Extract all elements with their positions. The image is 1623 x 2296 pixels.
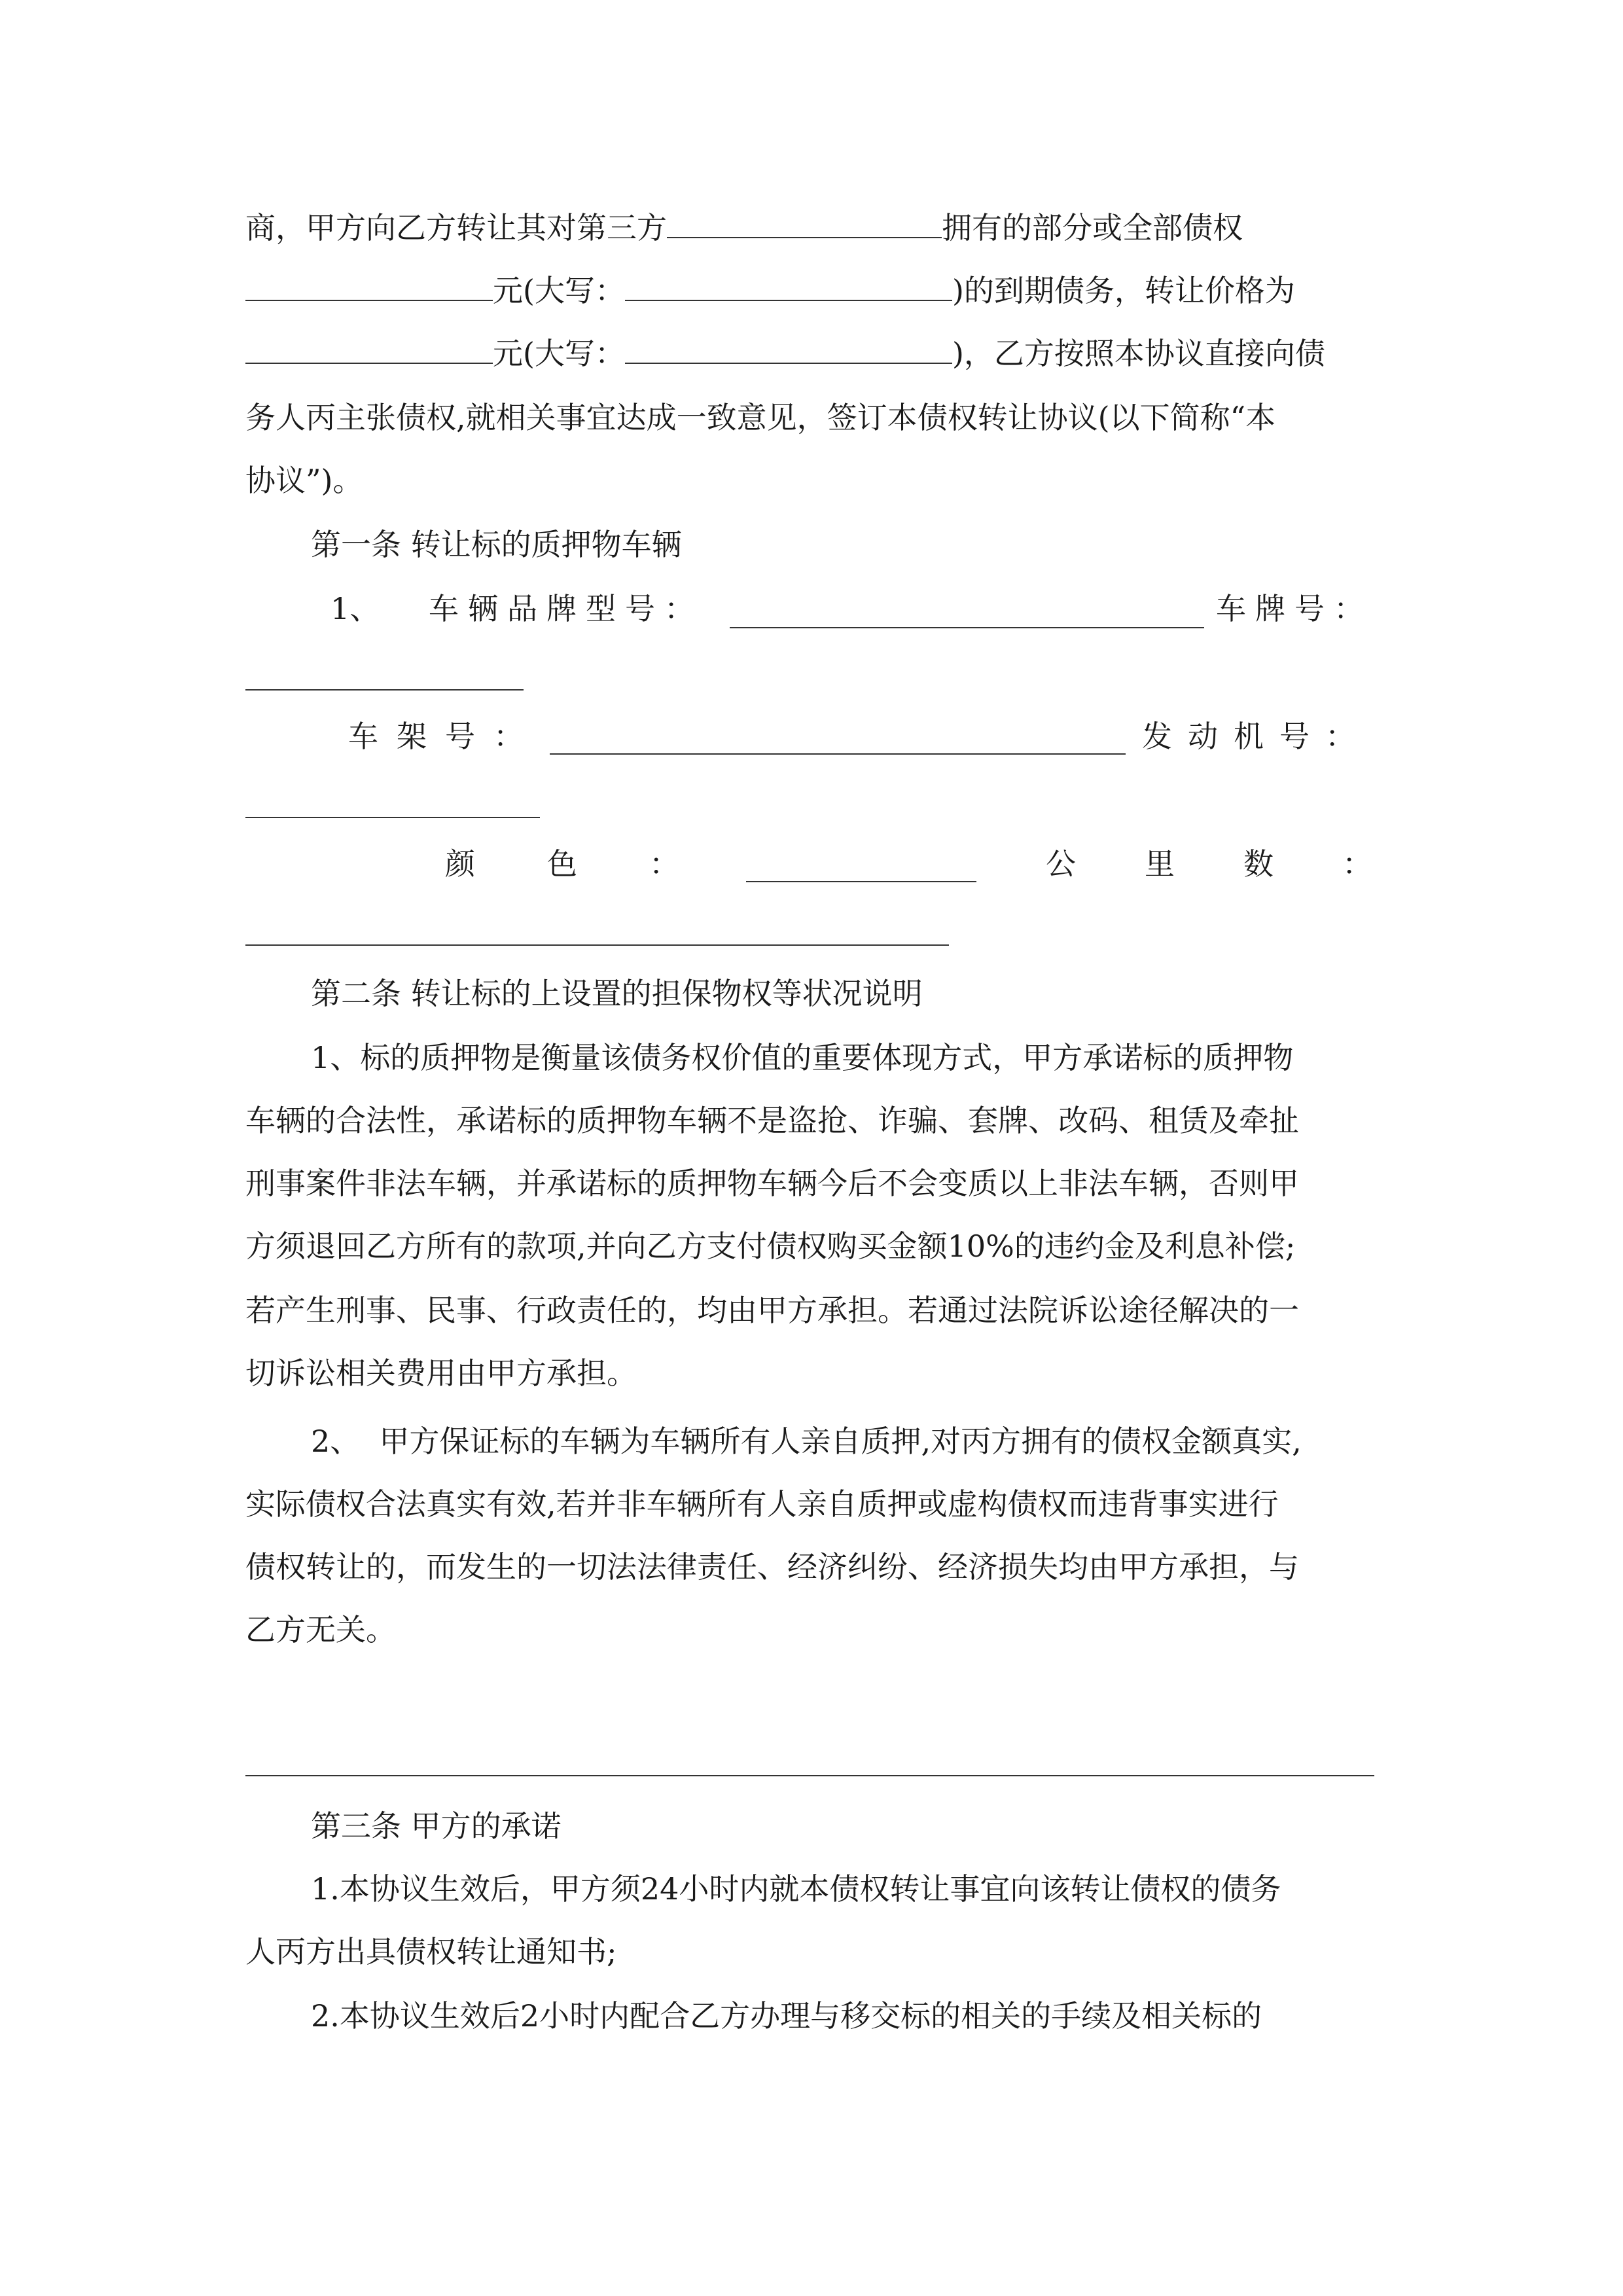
article2-p1-line: 刑事案件非法车辆，并承诺标的质押物车辆今后不会变质以上非法车辆，否则甲 [245,1166,1299,1201]
article2-p2-line: 2、 甲方保证标的车辆为车辆所有人亲自质押,对丙方拥有的债权金额真实, [311,1424,1302,1459]
blank-amount[interactable] [245,272,493,301]
color-label: 颜色： [445,846,751,882]
article3-heading: 第三条 甲方的承诺 [311,1808,562,1844]
intro-text: 元(大写： [493,273,625,308]
article3-p2-line: 2.本协议生效后2小时内配合乙方办理与移交标的相关的手续及相关标的 [311,1998,1262,2034]
article3-p1-line: 1.本协议生效后，甲方须24小时内就本债权转让事宜向该转让债权的债务 [311,1871,1281,1907]
article2-p2-line: 债权转让的，而发生的一切法法律责任、经济纠纷、经济损失均由甲方承担，与 [245,1549,1299,1585]
vehicle-brand-label: 车辆品牌型号： [429,591,704,626]
item-number: 1、 [330,591,380,626]
vehicle-brand-field[interactable] [730,627,1204,628]
intro-line-4: 务人丙主张债权,就相关事宜达成一致意见，签订本债权转让协议(以下简称“本 [245,400,1276,435]
plate-number-label: 车牌号： [1216,591,1373,626]
article2-heading: 第二条 转让标的上设置的担保物权等状况说明 [311,976,923,1011]
article1-heading: 第一条 转让标的质押物车辆 [311,527,682,562]
blank-price[interactable] [245,335,493,364]
intro-line-5: 协议”)。 [245,463,363,498]
article3-p1-line: 人丙方出具债权转让通知书; [245,1934,617,1969]
article2-p1-line: 1、标的质押物是衡量该债务权价值的重要体现方式，甲方承诺标的质押物 [311,1040,1294,1075]
frame-number-label: 车架号： [348,719,542,754]
intro-line-2 [245,271,1295,310]
intro-text: )，乙方按照本协议直接向债 [952,336,1325,371]
frame-number-field[interactable] [550,753,1126,755]
mileage-field[interactable] [245,944,949,946]
blank-amount-uppercase[interactable] [625,272,952,301]
intro-text: 拥有的部分或全部债权 [942,210,1243,245]
article2-p1-line: 车辆的合法性，承诺标的质押物车辆不是盗抢、诈骗、套牌、改码、租赁及牵扯 [245,1103,1299,1138]
article2-p1-line: 若产生刑事、民事、行政责任的，均由甲方承担。若通过法院诉讼途径解决的一 [245,1293,1299,1328]
blank-price-uppercase[interactable] [625,335,952,364]
blank-third-party[interactable] [667,209,942,238]
engine-number-label: 发动机号： [1142,719,1371,754]
mileage-label: 公里数： [1046,846,1441,882]
intro-text: 商，甲方向乙方转让其对第三方 [245,210,667,245]
color-field[interactable] [746,881,976,882]
plate-number-field[interactable] [245,689,524,691]
intro-line-3 [245,334,1325,373]
intro-text: 元(大写： [493,336,625,371]
article2-p2-line: 实际债权合法真实有效,若并非车辆所有人亲自质押或虚构债权而违背事实进行 [245,1486,1279,1522]
intro-line-1 [245,208,1243,247]
section-divider [245,1775,1374,1776]
article2-p2-line: 乙方无关。 [245,1612,396,1647]
engine-number-field[interactable] [245,817,540,818]
article2-p1-line: 切诉讼相关费用由甲方承担。 [245,1355,637,1391]
intro-text: )的到期债务，转让价格为 [952,273,1295,308]
article2-p1-line: 方须退回乙方所有的款项,并向乙方支付债权购买金额10%的违约金及利息补偿; [245,1229,1296,1264]
